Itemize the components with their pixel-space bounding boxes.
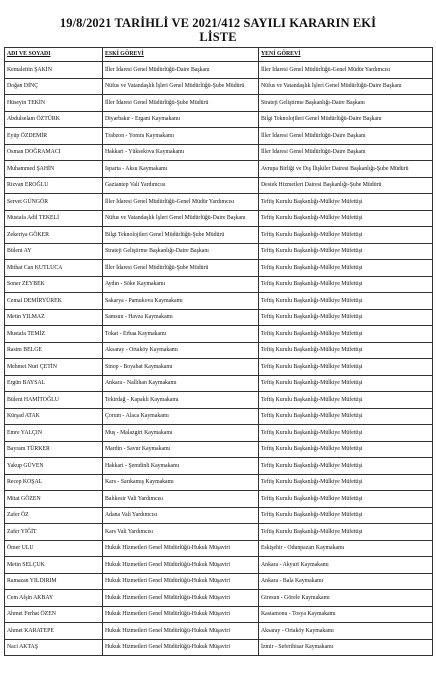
cell-new-position: Teftiş Kurulu Başkanlığı-Mülkiye Müfettişi [259, 507, 433, 524]
cell-new-position: Teftiş Kurulu Başkanlığı-Mülkiye Müfettişi [259, 359, 433, 376]
table-header-row [5, 48, 433, 62]
table-row [5, 128, 433, 145]
cell-old-position: Muş - Malazgirt Kaymakamı [103, 425, 259, 442]
cell-old-position: Isparta - Aksu Kaymakamı [103, 161, 259, 178]
cell-name: Muhammed ŞAHİN [5, 161, 103, 178]
cell-new-position: Eskişehir - Odunpazarı Kaymakamı [259, 540, 433, 557]
cell-new-position: Nüfus ve Vatandaşlık İşleri Genel Müdürlüğü-Daire Başkanı [259, 78, 433, 95]
cell-new-position: Teftiş Kurulu Başkanlığı-Mülkiye Müfettişi [259, 524, 433, 541]
cell-old-position: Trabzon - Yomra Kaymakamı [103, 128, 259, 145]
cell-new-position: İzmir - Seferihisar Kaymakamı [259, 639, 433, 656]
document-title [0, 16, 436, 44]
cell-name: Zafer ÖZ [5, 507, 103, 524]
table-row [5, 408, 433, 425]
table-row [5, 359, 433, 376]
table-row [5, 639, 433, 656]
cell-new-position: Teftiş Kurulu Başkanlığı-Mülkiye Müfettişi [259, 491, 433, 508]
cell-name: Soner ZEYBEK [5, 276, 103, 293]
cell-old-position: Mardin - Savur Kaymakamı [103, 441, 259, 458]
cell-name: Ahmet KARATEPE [5, 623, 103, 640]
table-row [5, 375, 433, 392]
table-row [5, 474, 433, 491]
cell-name: Metin YILMAZ [5, 309, 103, 326]
cell-name: Abdulselam ÖZTÜRK [5, 111, 103, 128]
cell-old-position: İller İdaresi Genel Müdürlüğü-Genel Müdür Yardımcısı [103, 194, 259, 211]
cell-name: Rasim BELGE [5, 342, 103, 359]
cell-new-position: Strateji Geliştirme Başkanlığı-Daire Başkanı [259, 95, 433, 112]
cell-old-position: Sinop - Boyabat Kaymakamı [103, 359, 259, 376]
cell-new-position: Teftiş Kurulu Başkanlığı-Mülkiye Müfettişi [259, 441, 433, 458]
cell-name: Hüseyin TEKİN [5, 95, 103, 112]
header-old-position: ESKİ GÖREVİ [103, 48, 259, 62]
cell-name: Kürşad ATAK [5, 408, 103, 425]
table-row [5, 458, 433, 475]
header-new-position: YENİ GÖREVİ [259, 48, 433, 62]
cell-new-position: Teftiş Kurulu Başkanlığı-Mülkiye Müfettişi [259, 425, 433, 442]
cell-old-position: Nüfus ve Vatandaşlık İşleri Genel Müdürlüğü-Şube Müdürü [103, 78, 259, 95]
table-row [5, 111, 433, 128]
cell-name: Mustafa TEMİZ [5, 326, 103, 343]
table-row [5, 540, 433, 557]
table-row [5, 194, 433, 211]
cell-name: Ömer ULU [5, 540, 103, 557]
table-row [5, 342, 433, 359]
cell-old-position: Tekirdağ - Kapaklı Kaymakamı [103, 392, 259, 409]
cell-new-position: Teftiş Kurulu Başkanlığı-Mülkiye Müfettişi [259, 392, 433, 409]
cell-name: Osman DOĞRAMACI [5, 144, 103, 161]
cell-new-position: Avrupa Birliği ve Dış İlişkiler Dairesi Başkanlığı-Şube Müdürü [259, 161, 433, 178]
table-row [5, 491, 433, 508]
table-row [5, 606, 433, 623]
table-row [5, 260, 433, 277]
cell-new-position: Teftiş Kurulu Başkanlığı-Mülkiye Müfettişi [259, 194, 433, 211]
cell-new-position: Ankara - Bala Kaymakamı [259, 573, 433, 590]
cell-old-position: Gaziantep Vali Yardımcısı [103, 177, 259, 194]
cell-new-position: Teftiş Kurulu Başkanlığı-Mülkiye Müfettişi [259, 243, 433, 260]
cell-name: Emre YALÇIN [5, 425, 103, 442]
title-line-2: LİSTE [199, 30, 237, 44]
cell-old-position: İller İdaresi Genel Müdürlüğü-Şube Müdürü [103, 95, 259, 112]
table-row [5, 623, 433, 640]
cell-old-position: Aydın - Söke Kaymakamı [103, 276, 259, 293]
cell-old-position: Sakarya - Pamukova Kaymakamı [103, 293, 259, 310]
cell-old-position: Hukuk Hizmetleri Genel Müdürlüğü-Hukuk Müşaviri [103, 639, 259, 656]
cell-new-position: Giresun - Görele Kaymakamı [259, 590, 433, 607]
cell-old-position: Tokat - Erbaa Kaymakamı [103, 326, 259, 343]
cell-new-position: Bilgi Teknolojileri Genel Müdürlüğü-Daire Başkanı [259, 111, 433, 128]
cell-name: Bülent AY [5, 243, 103, 260]
cell-name: Recep KOŞAL [5, 474, 103, 491]
cell-old-position: İller İdaresi Genel Müdürlüğü-Daire Başkanı [103, 62, 259, 79]
table-row [5, 557, 433, 574]
cell-old-position: Diyarbakır - Ergani Kaymakamı [103, 111, 259, 128]
cell-old-position: Çorum - Alaca Kaymakamı [103, 408, 259, 425]
table-row [5, 293, 433, 310]
assignment-table [4, 47, 433, 656]
cell-name: Ramazan YILDIRIM [5, 573, 103, 590]
cell-new-position: Teftiş Kurulu Başkanlığı-Mülkiye Müfettişi [259, 474, 433, 491]
table-row [5, 425, 433, 442]
cell-old-position: Strateji Geliştirme Başkanlığı-Daire Başkanı [103, 243, 259, 260]
cell-new-position: Teftiş Kurulu Başkanlığı-Mülkiye Müfettişi [259, 227, 433, 244]
table-row [5, 227, 433, 244]
table-row [5, 590, 433, 607]
table-row [5, 309, 433, 326]
cell-name: Yakup GÜVEN [5, 458, 103, 475]
cell-name: Mustafa Adil TEKELİ [5, 210, 103, 227]
table-row [5, 524, 433, 541]
cell-new-position: Teftiş Kurulu Başkanlığı-Mülkiye Müfettişi [259, 375, 433, 392]
title-line-1: 19/8/2021 TARİHLİ VE 2021/412 SAYILI KARARIN EKİ [59, 16, 377, 30]
cell-old-position: Hakkari - Şemdinli Kaymakamı [103, 458, 259, 475]
cell-new-position: Destek Hizmetleri Dairesi Başkanlığı-Şube Müdürü [259, 177, 433, 194]
cell-new-position: Teftiş Kurulu Başkanlığı-Mülkiye Müfettişi [259, 326, 433, 343]
cell-old-position: Aksaray - Ortaköy Kaymakamı [103, 342, 259, 359]
table-row [5, 95, 433, 112]
cell-new-position: Aksaray - Ortaköy Kaymakamı [259, 623, 433, 640]
cell-name: Servet GÜNGÖR [5, 194, 103, 211]
cell-name: Mitat GÖZEN [5, 491, 103, 508]
cell-name: Metin SELÇUK [5, 557, 103, 574]
cell-old-position: Hukuk Hizmetleri Genel Müdürlüğü-Hukuk Müşaviri [103, 590, 259, 607]
table-row [5, 243, 433, 260]
cell-name: Ahmet Ferhat ÖZEN [5, 606, 103, 623]
cell-old-position: Ankara - Nallıhan Kaymakamı [103, 375, 259, 392]
table-row [5, 276, 433, 293]
cell-new-position: Teftiş Kurulu Başkanlığı-Mülkiye Müfettişi [259, 260, 433, 277]
table-row [5, 392, 433, 409]
cell-new-position: Teftiş Kurulu Başkanlığı-Mülkiye Müfettişi [259, 408, 433, 425]
cell-new-position: Teftiş Kurulu Başkanlığı-Mülkiye Müfettişi [259, 342, 433, 359]
cell-name: Mehmet Nuri ÇETİN [5, 359, 103, 376]
table-row [5, 161, 433, 178]
cell-name: Kemalettin ŞAKİN [5, 62, 103, 79]
cell-new-position: İller İdaresi Genel Müdürlüğü-Genel Müdür Yardımcısı [259, 62, 433, 79]
cell-new-position: Kastamonu - Tosya Kaymakamı [259, 606, 433, 623]
cell-new-position: İller İdaresi Genel Müdürlüğü-Daire Başkanı [259, 128, 433, 145]
table-row [5, 177, 433, 194]
cell-old-position: Hukuk Hizmetleri Genel Müdürlüğü-Hukuk Müşaviri [103, 606, 259, 623]
cell-name: Cem Afşin AKBAY [5, 590, 103, 607]
cell-name: Naci AKTAŞ [5, 639, 103, 656]
cell-name: Doğan DİNÇ [5, 78, 103, 95]
cell-old-position: İller İdaresi Genel Müdürlüğü-Şube Müdürü [103, 260, 259, 277]
table-row [5, 62, 433, 79]
cell-new-position: Teftiş Kurulu Başkanlığı-Mülkiye Müfettişi [259, 309, 433, 326]
cell-name: Eyüp ÖZDEMİR [5, 128, 103, 145]
cell-old-position: Hukuk Hizmetleri Genel Müdürlüğü-Hukuk Müşaviri [103, 573, 259, 590]
cell-old-position: Kars Vali Yardımcısı [103, 524, 259, 541]
cell-old-position: Hakkari - Yüksekova Kaymakamı [103, 144, 259, 161]
cell-name: Bülent HAMİTOĞLU [5, 392, 103, 409]
table-row [5, 326, 433, 343]
cell-old-position: Bilgi Teknolojileri Genel Müdürlüğü-Şube Müdürü [103, 227, 259, 244]
cell-new-position: İller İdaresi Genel Müdürlüğü-Daire Başkanı [259, 144, 433, 161]
cell-name: Ergün BAYSAL [5, 375, 103, 392]
cell-old-position: Adana Vali Yardımcısı [103, 507, 259, 524]
cell-old-position: Hukuk Hizmetleri Genel Müdürlüğü-Hukuk Müşaviri [103, 557, 259, 574]
cell-name: Zafer YİĞİT [5, 524, 103, 541]
header-name: ADI VE SOYADI [5, 48, 103, 62]
table-row [5, 573, 433, 590]
table-row [5, 507, 433, 524]
cell-name: Cemal DEMİRYÜREK [5, 293, 103, 310]
cell-new-position: Teftiş Kurulu Başkanlığı-Mülkiye Müfettişi [259, 458, 433, 475]
cell-name: Rizvan EROĞLU [5, 177, 103, 194]
cell-old-position: Balıkesir Vali Yardımcısı [103, 491, 259, 508]
cell-name: Mithat Can KUTLUCA [5, 260, 103, 277]
cell-old-position: Samsun - Havza Kaymakamı [103, 309, 259, 326]
cell-new-position: Teftiş Kurulu Başkanlığı-Mülkiye Müfettişi [259, 210, 433, 227]
table-row [5, 210, 433, 227]
cell-name: Bayram TÜRKER [5, 441, 103, 458]
table-row [5, 144, 433, 161]
cell-old-position: Hukuk Hizmetleri Genel Müdürlüğü-Hukuk Müşaviri [103, 623, 259, 640]
cell-old-position: Nüfus ve Vatandaşlık İşleri Genel Müdürlüğü-Daire Başkanı [103, 210, 259, 227]
table-row [5, 78, 433, 95]
table-row [5, 441, 433, 458]
cell-name: Zekeriya GÖKER [5, 227, 103, 244]
cell-old-position: Hukuk Hizmetleri Genel Müdürlüğü-Hukuk Müşaviri [103, 540, 259, 557]
cell-old-position: Kars - Sarıkamış Kaymakamı [103, 474, 259, 491]
cell-new-position: Teftiş Kurulu Başkanlığı-Mülkiye Müfettişi [259, 293, 433, 310]
cell-new-position: Teftiş Kurulu Başkanlığı-Mülkiye Müfettişi [259, 276, 433, 293]
cell-new-position: Ankara - Akyurt Kaymakamı [259, 557, 433, 574]
